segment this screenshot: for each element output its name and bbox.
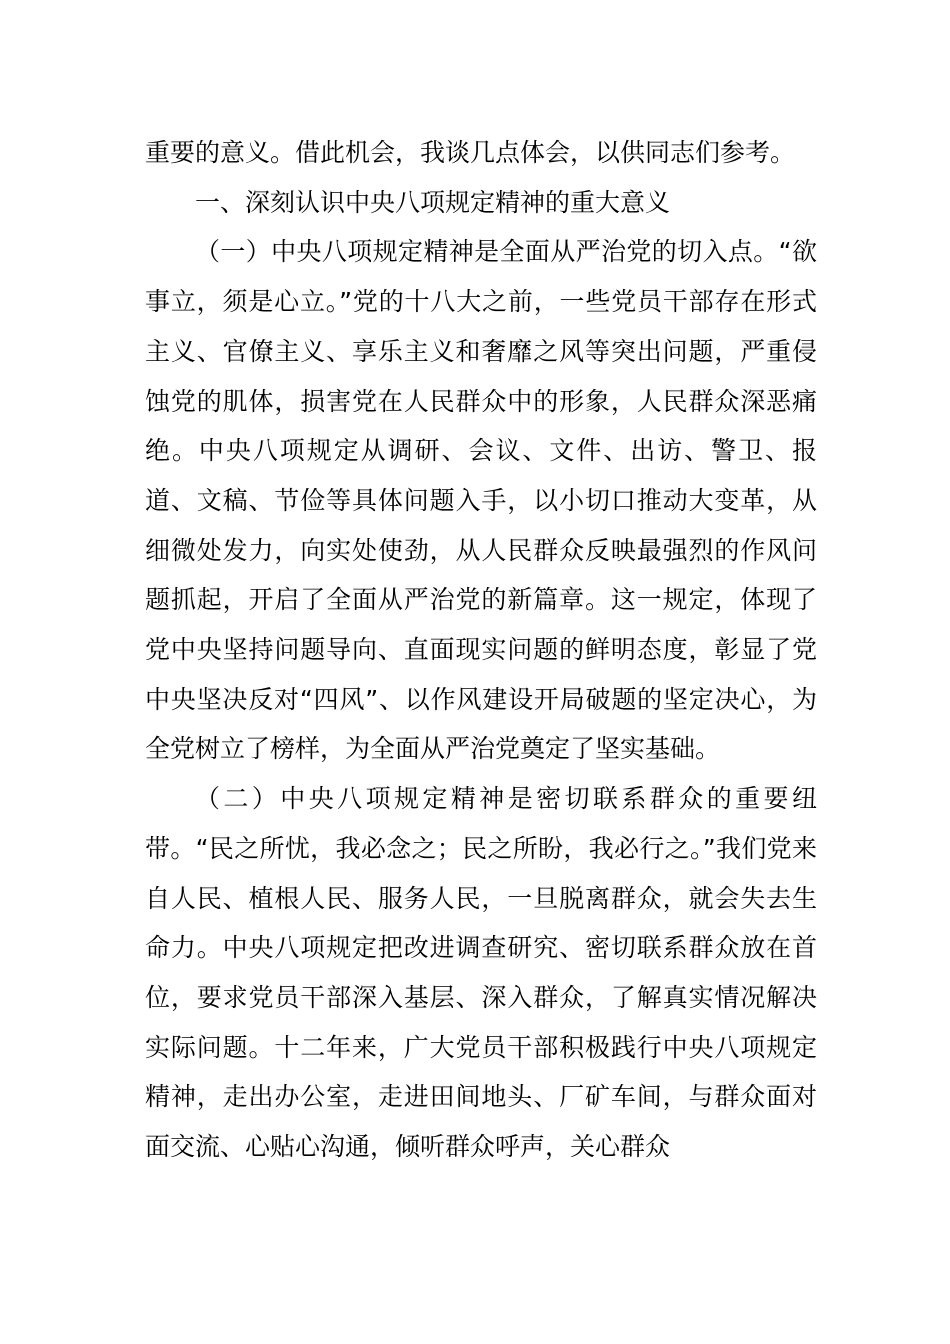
paragraph-opening-continuation: 重要的意义。借此机会，我谈几点体会，以供同志们参考。 (145, 138, 796, 167)
document-body (145, 128, 817, 1172)
paragraph-point-2: （二）中央八项规定精神是密切联系群众的重要纽带。“民之所忧，我必念之；民之所盼，我必行之。”我们党来自人民、植根人民、服务人民，一旦脱离群众，就会失去生命力。中央八项规定把改进调查研究、密切联系群众放在首位，要求党员干部深入基层、深入群众，了解真实情况解决实际问题。十二年来，广大党员干部积极践行中央八项规定精神，走出办公室，走进田间地头、厂矿车间，与群众面对面交流、心贴心沟通，倾听群众呼声，关心群众 (145, 784, 817, 1162)
section-heading-1: 一、深刻认识中央八项规定精神的重大意义 (195, 187, 671, 217)
paragraph-point-1: （一）中央八项规定精神是全面从严治党的切入点。“欲事立，须是心立。”党的十八大之前，一些党员干部存在形式主义、官僚主义、享乐主义和奢靡之风等突出问题，严重侵蚀党的肌体，损害党在人民群众中的形象，人民群众深恶痛绝。中央八项规定从调研、会议、文件、出访、警卫、报道、文稿、节俭等具体问题入手，以小切口推动大变革，从细微处发力，向实处使劲，从人民群众反映最强烈的作风问题抓起，开启了全面从严治党的新篇章。这一规定，体现了党中央坚持问题导向、直面现实问题的鲜明态度，彰显了党中央坚决反对“四风”、以作风建设开局破题的坚定决心，为全党树立了榜样，为全面从严治党奠定了坚实基础。 (145, 237, 817, 764)
